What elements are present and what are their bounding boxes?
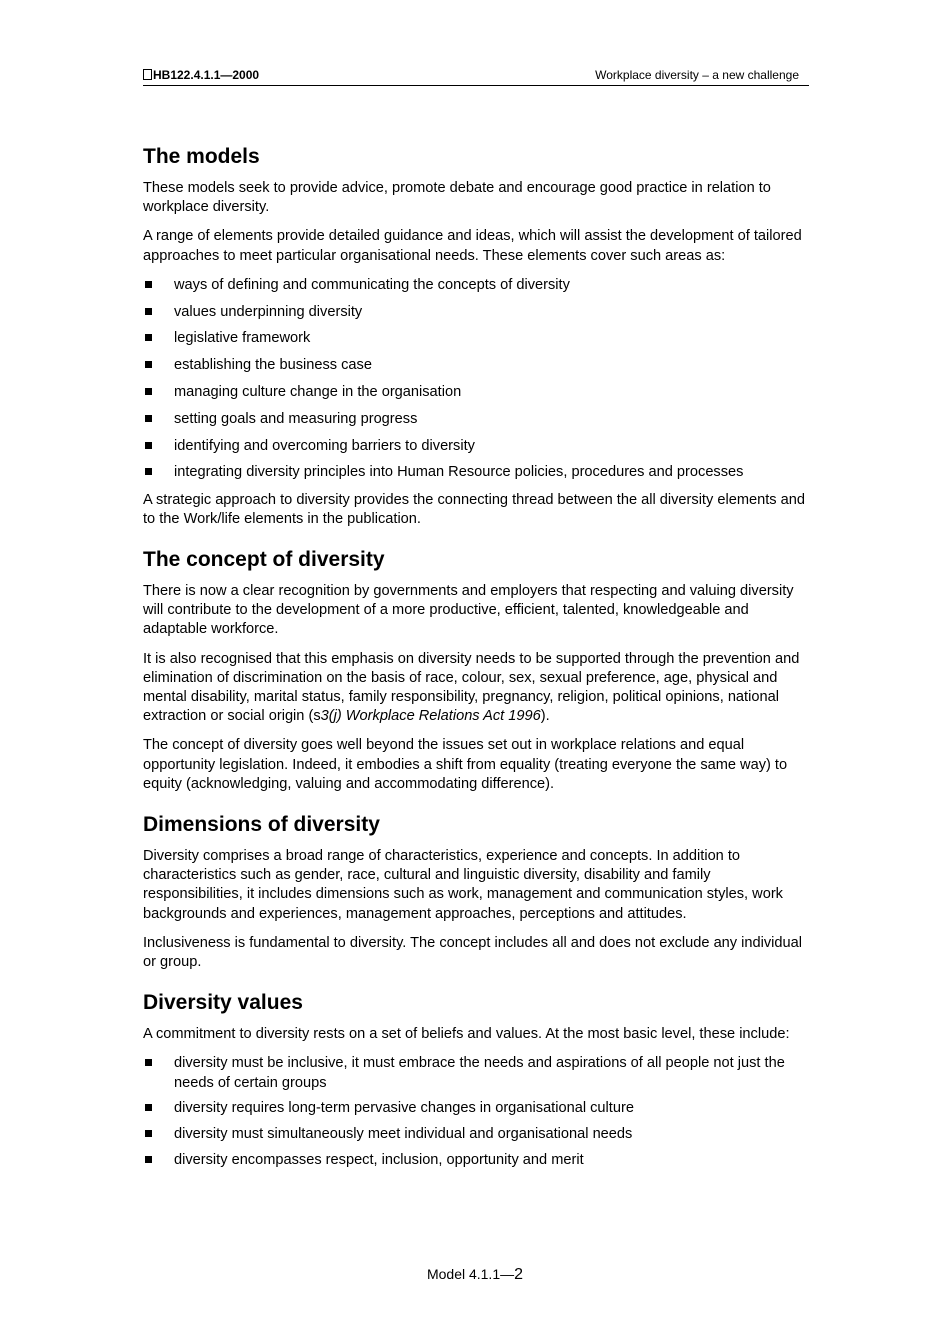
list-item-text: establishing the business case bbox=[174, 357, 372, 374]
list-item-text: managing culture change in the organisation bbox=[174, 384, 462, 400]
list-item-text: integrating diversity principles into Human Resource policies, procedures and processes bbox=[174, 464, 744, 481]
list-item bbox=[143, 276, 813, 295]
list-item bbox=[143, 329, 813, 348]
paragraph: A range of elements provide detailed guidance and ideas, which will assist the development of tailored approaches to meet particular organisational needs. These elements cover such areas as: bbox=[143, 228, 802, 264]
heading-dimensions-of-diversity: Dimensions of diversity bbox=[143, 813, 380, 837]
footer-label: Model 4.1.1— bbox=[426, 1266, 515, 1282]
bullet-square-icon bbox=[145, 334, 152, 341]
bullet-square-icon bbox=[145, 388, 152, 395]
list-item-text: ways of defining and communicating the concepts of diversity bbox=[174, 276, 570, 293]
act-citation: 3(j) Workplace Relations Act 1996 bbox=[320, 708, 541, 725]
bullet-square-icon bbox=[145, 1059, 152, 1066]
list-item-text: identifying and overcoming barriers to diversity bbox=[174, 437, 475, 454]
paragraph: The concept of diversity goes well beyond the issues set out in workplace relations and equal opportunity legislation. Indeed, it embodies a shift from equality (treating everyone the same way) to equity (acknowledging, valuing and accommodating difference). bbox=[143, 737, 788, 792]
list-item bbox=[143, 1054, 813, 1092]
paragraph: There is now a clear recognition by governments and employers that respecting and valuing diversity will contribute to the development of a more productive, efficient, talented, knowledgeable and adaptable workforce. bbox=[143, 583, 794, 638]
elements-list bbox=[143, 276, 813, 483]
list-item bbox=[143, 410, 813, 429]
list-item-text: diversity encompasses respect, inclusion, opportunity and merit bbox=[174, 1151, 584, 1168]
heading-diversity-values: Diversity values bbox=[143, 991, 303, 1015]
list-item bbox=[143, 303, 813, 322]
page-header bbox=[143, 67, 809, 86]
values-list bbox=[143, 1054, 813, 1170]
list-item-text: diversity must simultaneously meet individual and organisational needs bbox=[174, 1126, 633, 1143]
document-code bbox=[143, 68, 259, 82]
list-item-text: setting goals and measuring progress bbox=[174, 410, 418, 427]
bullet-square-icon bbox=[145, 415, 152, 422]
list-item-text: values underpinning diversity bbox=[174, 303, 363, 320]
bullet-square-icon bbox=[145, 468, 152, 475]
paragraph: Inclusiveness is fundamental to diversity. The concept includes all and does not exclude any individual or group. bbox=[143, 934, 802, 971]
list-item-text: diversity must be inclusive, it must embrace the needs and aspirations of all people not just the needs of certain groups bbox=[174, 1055, 785, 1091]
bullet-square-icon bbox=[145, 361, 152, 368]
list-item-text: diversity requires long-term pervasive changes in organisational culture bbox=[174, 1100, 634, 1117]
paragraph: These models seek to provide advice, promote debate and encourage good practice in relation to workplace diversity. bbox=[143, 180, 771, 216]
page-footer bbox=[0, 1266, 950, 1284]
checkbox-glyph-icon bbox=[143, 69, 152, 80]
page-content bbox=[143, 144, 813, 1178]
paragraph: Diversity comprises a broad range of characteristics, experience and concepts. In addition to characteristics such as gender, race, cultural and linguistic diversity, disability and family responsibilities, it includes dimensions such as work, management and communication styles, work backgrounds and experiences, management approaches, perceptions and attitudes. bbox=[143, 848, 783, 922]
bullet-square-icon bbox=[145, 281, 152, 288]
list-item bbox=[143, 1099, 813, 1118]
paragraph: A commitment to diversity rests on a set of beliefs and values. At the most basic level, these include: bbox=[143, 1026, 790, 1043]
list-item bbox=[143, 1151, 813, 1170]
paragraph bbox=[143, 650, 813, 727]
bullet-square-icon bbox=[145, 1156, 152, 1163]
list-item bbox=[143, 1125, 813, 1144]
paragraph-text-end: ). bbox=[540, 708, 550, 725]
heading-concept-of-diversity: The concept of diversity bbox=[143, 548, 385, 571]
list-item bbox=[143, 463, 813, 482]
paragraph: A strategic approach to diversity provides the connecting thread between the all diversity elements and to the Work/life elements in the publication. bbox=[143, 491, 805, 527]
bullet-square-icon bbox=[145, 1130, 152, 1137]
heading-the-models: The models bbox=[143, 145, 260, 168]
paragraph-text: It is also recognised that this emphasis on diversity needs to be supported through the prevention and elimination of discrimination on the basis of race, colour, sex, sexual preference, age, physical and mental disability, marital status, family responsibility, pregnancy, religion, political opinions, national extraction or social origin (s bbox=[143, 650, 800, 725]
page-number: 2 bbox=[514, 1266, 524, 1283]
bullet-square-icon bbox=[145, 1104, 152, 1111]
bullet-square-icon bbox=[145, 308, 152, 315]
document-code-text: HB122.4.1.1—2000 bbox=[153, 68, 260, 82]
list-item bbox=[143, 437, 813, 456]
bullet-square-icon bbox=[145, 442, 152, 449]
list-item bbox=[143, 383, 813, 402]
list-item bbox=[143, 356, 813, 375]
list-item-text: legislative framework bbox=[174, 330, 311, 347]
document-title: Workplace diversity – a new challenge bbox=[595, 68, 799, 82]
